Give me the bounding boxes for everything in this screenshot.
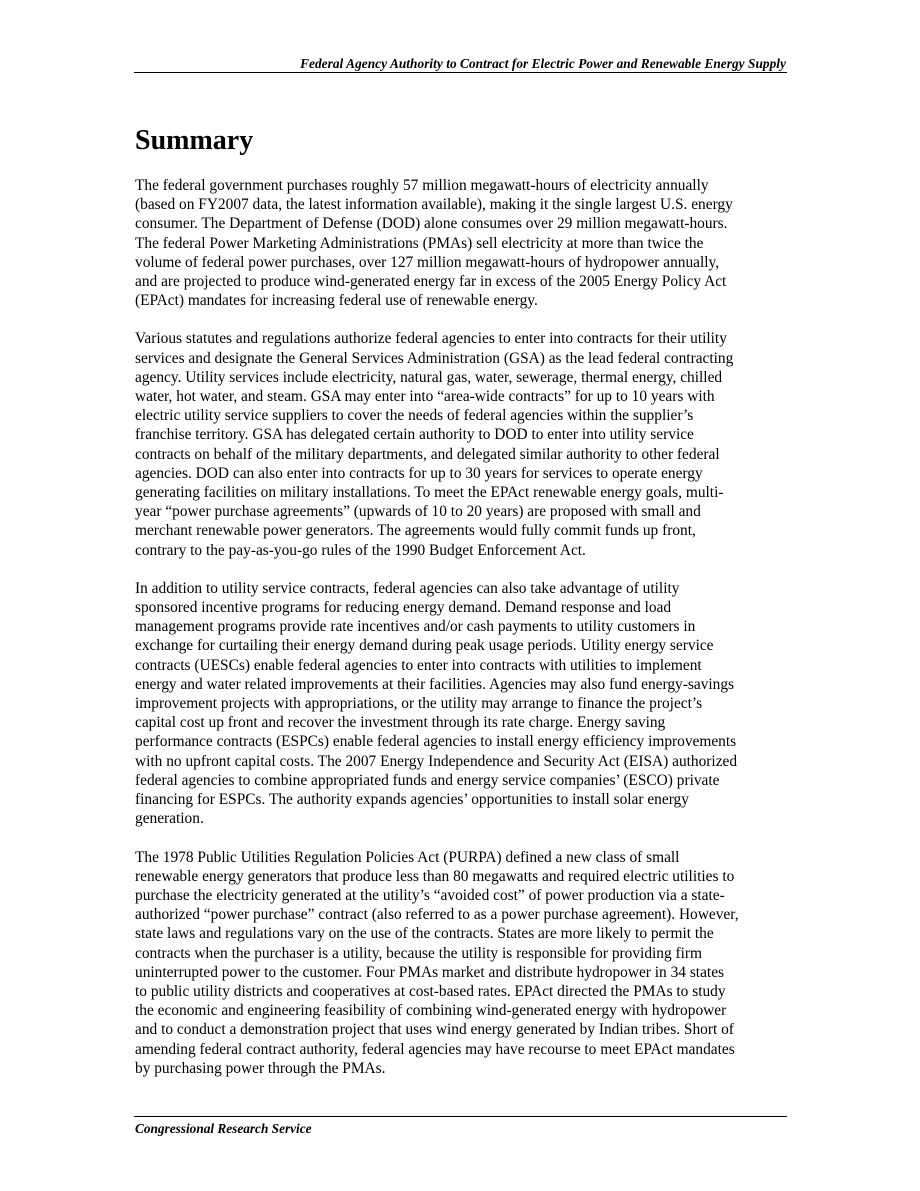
paragraph-line: authorized “power purchase” contract (also referred to as a power purchase agreement). However,: [135, 906, 739, 924]
paragraph-line: water, hot water, and steam. GSA may enter into “area-wide contracts” for up to 10 years with: [135, 388, 715, 406]
paragraph-line: agency. Utility services include electricity, natural gas, water, sewerage, thermal energy, chilled: [135, 368, 723, 386]
paragraph-line: to public utility districts and cooperatives at cost-based rates. EPAct directed the PMAs to study: [135, 982, 726, 1000]
paragraph-line: federal agencies to combine appropriated funds and energy service companies’ (ESCO) private: [135, 771, 720, 789]
paragraph-1: [135, 176, 787, 310]
paragraph-line: with no upfront capital costs. The 2007 Energy Independence and Security Act (EISA) authorized: [135, 752, 738, 770]
paragraph-line: The 1978 Public Utilities Regulation Policies Act (PURPA) defined a new class of small: [135, 848, 680, 866]
paragraph-line: volume of federal power purchases, over 127 million megawatt-hours of hydropower annually,: [135, 253, 720, 271]
paragraph-line: franchise territory. GSA has delegated certain authority to DOD to enter into utility service: [135, 426, 694, 444]
paragraph-line: performance contracts (ESPCs) enable federal agencies to install energy efficiency improvements: [135, 733, 737, 751]
running-header: Federal Agency Authority to Contract for Electric Power and Renewable Energy Supply: [300, 56, 786, 71]
paragraph-2: [135, 329, 787, 559]
footer-text: Congressional Research Service: [135, 1121, 312, 1136]
section-title: Summary: [135, 125, 254, 156]
paragraph-line: electric utility service suppliers to cover the needs of federal agencies within the supplier’s: [135, 407, 694, 425]
header-rule: [134, 72, 787, 73]
paragraph-line: improvement projects with appropriations, or the utility may arrange to finance the project’s: [135, 695, 703, 713]
paragraph-line: The federal government purchases roughly 57 million megawatt-hours of electricity annually: [135, 177, 709, 194]
paragraph-line: (based on FY2007 data, the latest information available), making it the single largest U.S. energy: [135, 196, 733, 214]
paragraph-line: The federal Power Marketing Administrations (PMAs) sell electricity at more than twice the: [135, 234, 704, 252]
paragraph-line: contracts (UESCs) enable federal agencies to enter into contracts with utilities to implement: [135, 656, 702, 674]
paragraph-line: financing for ESPCs. The authority expands agencies’ opportunities to install solar energy: [135, 791, 689, 809]
paragraph-line: contracts on behalf of the military departments, and delegated similar authority to other federal: [135, 445, 720, 463]
paragraph-line: and are projected to produce wind-generated energy far in excess of the 2005 Energy Policy Act: [135, 273, 727, 291]
paragraph-line: uninterrupted power to the customer. Four PMAs market and distribute hydropower in 34 states: [135, 963, 725, 981]
paragraph-line: and to conduct a demonstration project that uses wind energy generated by Indian tribes. Short of: [135, 1021, 734, 1039]
paragraph-line: capital cost up front and recover the investment through its rate charge. Energy saving: [135, 714, 666, 732]
paragraph-line: contrary to the pay-as-you-go rules of the 1990 Budget Enforcement Act.: [135, 541, 586, 559]
paragraph-line: contracts when the purchaser is a utility, because the utility is responsible for providing firm: [135, 944, 703, 962]
footer-rule: [134, 1116, 787, 1117]
paragraph-line: In addition to utility service contracts, federal agencies can also take advantage of utility: [135, 579, 680, 597]
paragraph-line: by purchasing power through the PMAs.: [135, 1059, 386, 1077]
paragraph-line: (EPAct) mandates for increasing federal use of renewable energy.: [135, 292, 538, 310]
paragraph-line: generating facilities on military installations. To meet the EPAct renewable energy goals, multi-: [135, 484, 724, 502]
paragraph-line: year “power purchase agreements” (upwards of 10 to 20 years) are proposed with small and: [135, 503, 701, 521]
paragraph-line: amending federal contract authority, federal agencies may have recourse to meet EPAct mandates: [135, 1040, 735, 1058]
paragraph-line: exchange for curtailing their energy demand during peak usage periods. Utility energy service: [135, 637, 714, 655]
body-text: [135, 176, 787, 1097]
paragraph-line: services and designate the General Services Administration (GSA) as the lead federal contracting: [135, 349, 734, 367]
paragraph-line: generation.: [135, 810, 204, 828]
paragraph-line: agencies. DOD can also enter into contracts for up to 30 years for services to operate energy: [135, 464, 703, 482]
paragraph-line: purchase the electricity generated at the utility’s “avoided cost” of power production via a state-: [135, 886, 725, 904]
paragraph-line: energy and water related improvements at their facilities. Agencies may also fund energy-savings: [135, 675, 735, 693]
paragraph-line: sponsored incentive programs for reducing energy demand. Demand response and load: [135, 599, 672, 617]
paragraph-line: management programs provide rate incentives and/or cash payments to utility customers in: [135, 618, 696, 636]
paragraph-4: [135, 848, 787, 1078]
paragraph-line: Various statutes and regulations authorize federal agencies to enter into contracts for their utility: [135, 330, 727, 348]
paragraph-line: consumer. The Department of Defense (DOD) alone consumes over 29 million megawatt-hours.: [135, 215, 728, 233]
paragraph-line: state laws and regulations vary on the use of the contracts. States are more likely to permit the: [135, 925, 714, 943]
paragraph-line: the economic and engineering feasibility of combining wind-generated energy with hydropower: [135, 1002, 727, 1020]
paragraph-3: [135, 579, 787, 829]
paragraph-line: renewable energy generators that produce less than 80 megawatts and required electric utilities to: [135, 867, 735, 885]
paragraph-line: merchant renewable power generators. The agreements would fully commit funds up front,: [135, 522, 696, 540]
